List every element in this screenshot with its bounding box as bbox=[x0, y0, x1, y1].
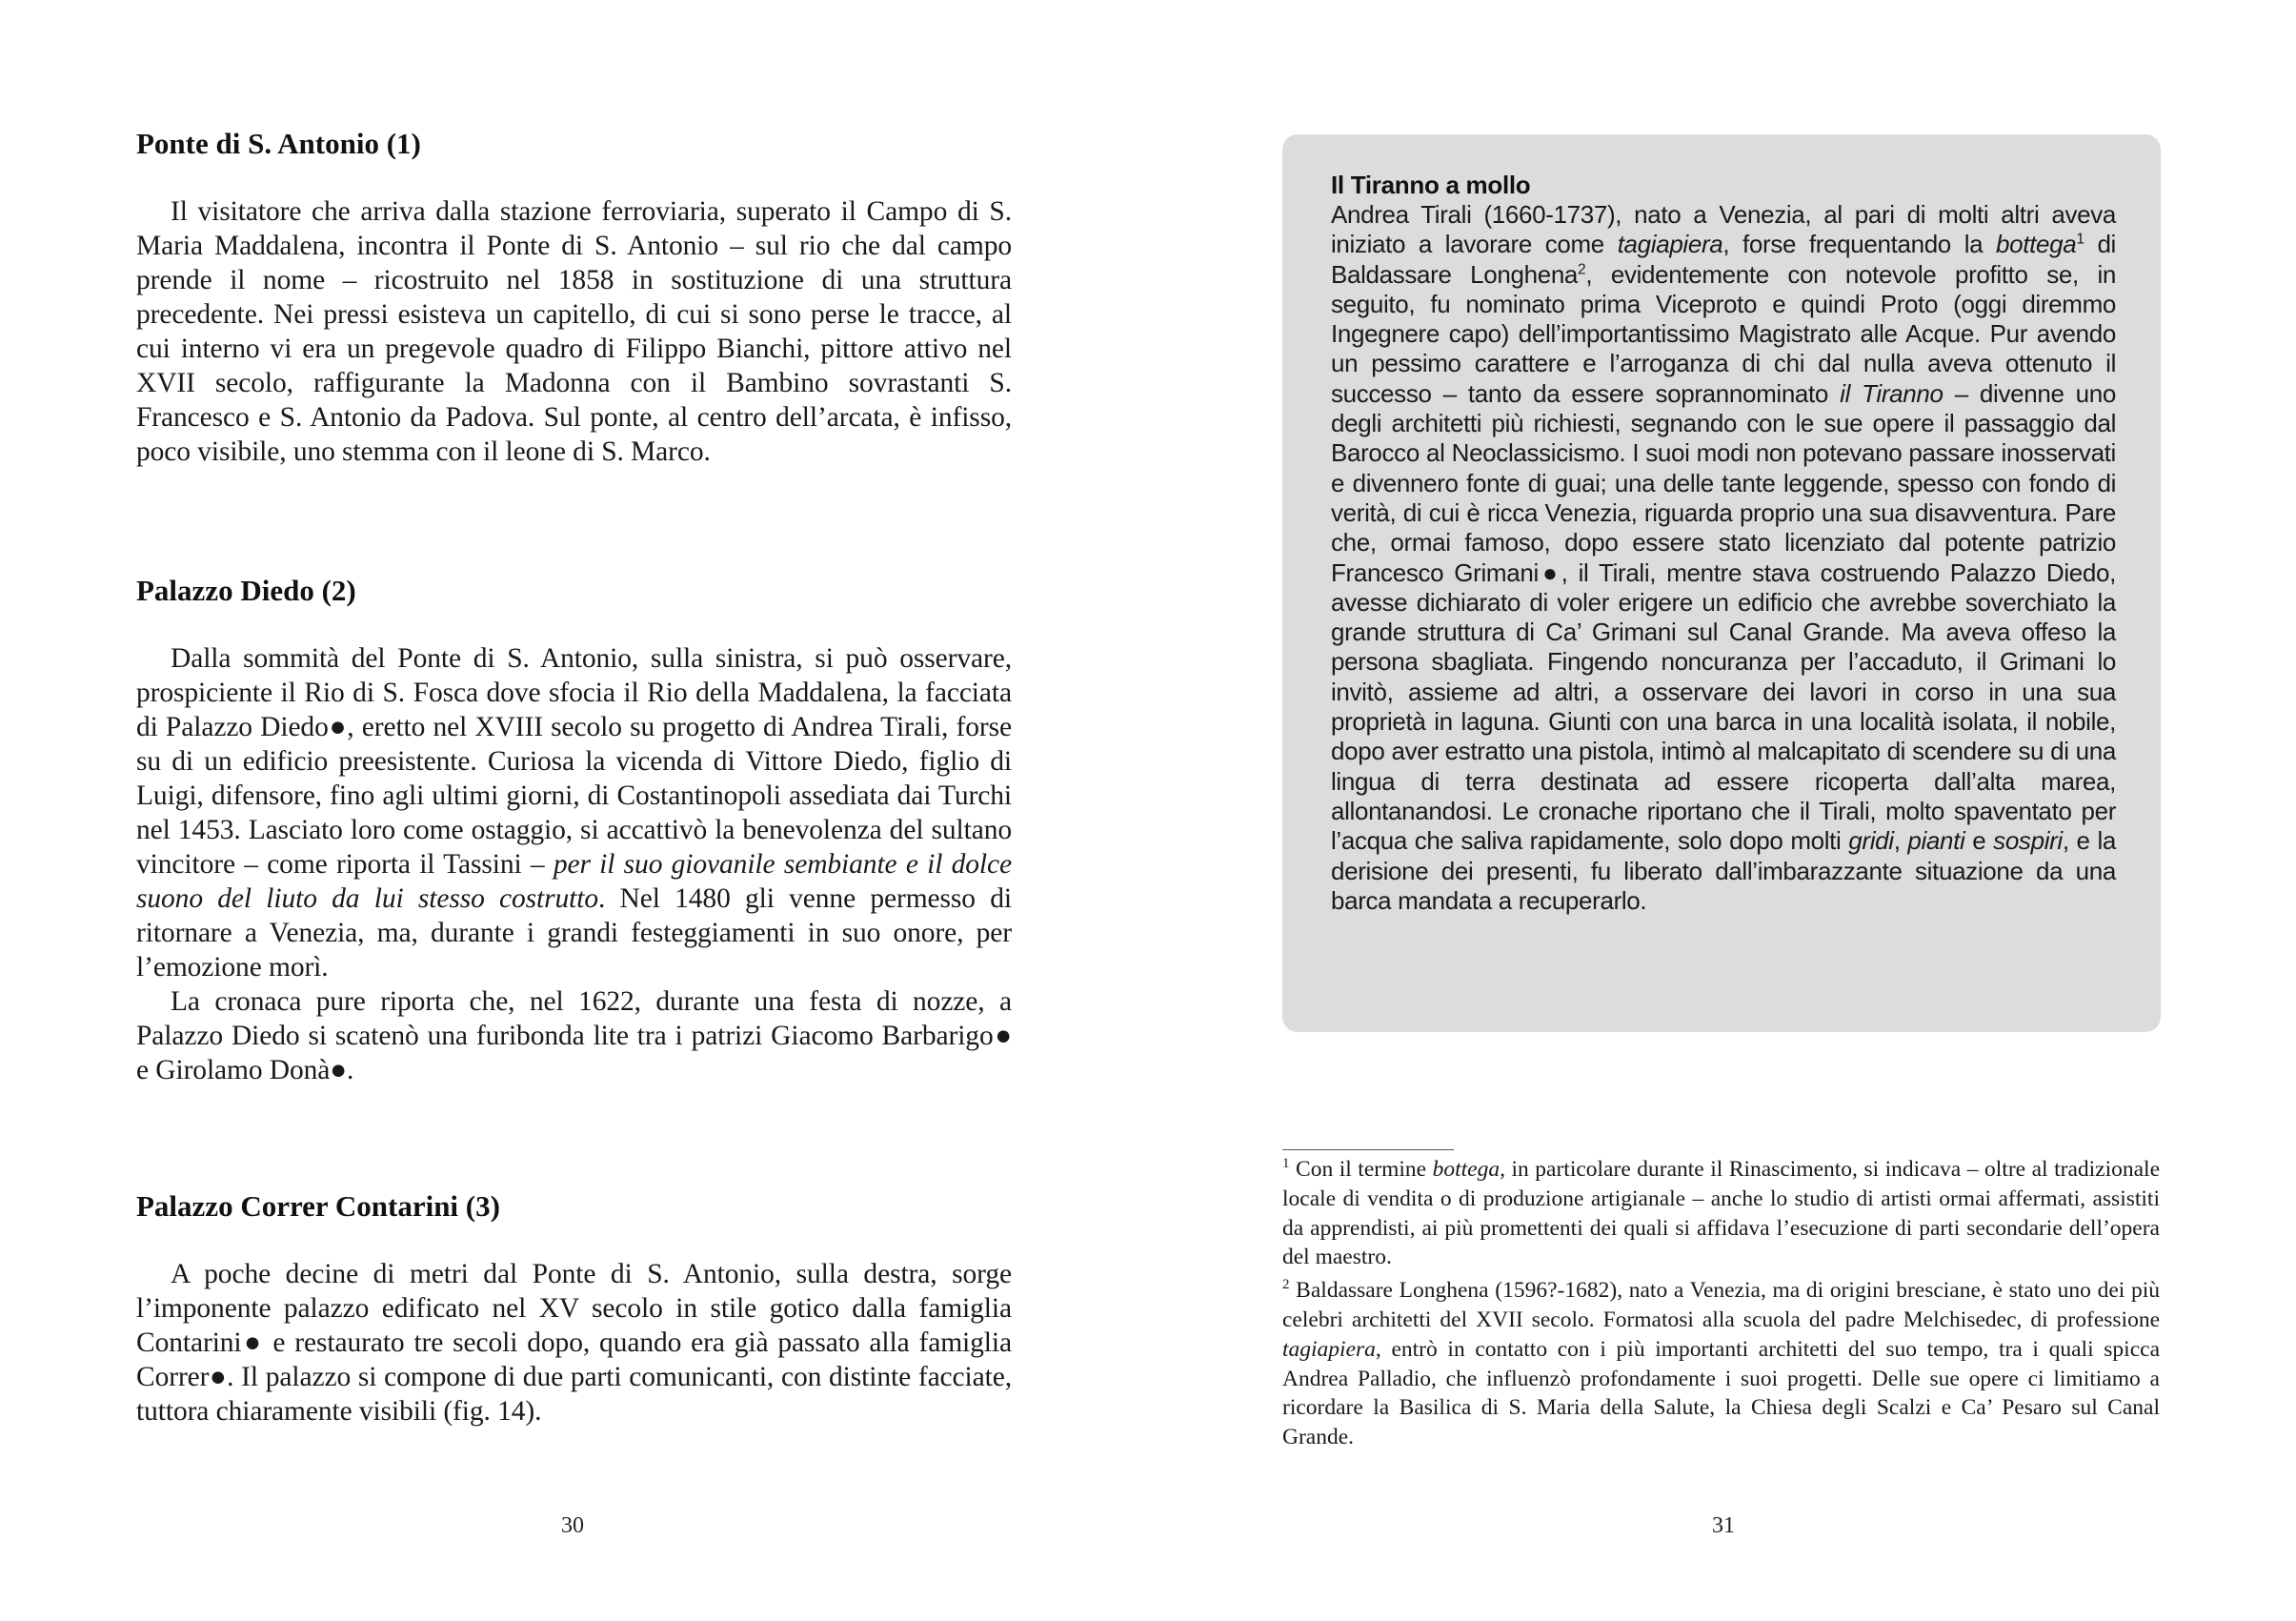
footnote-2 bbox=[1282, 1276, 2160, 1452]
box-title: Il Tiranno a mollo bbox=[1331, 171, 1531, 199]
paragraph: Il visitatore che arriva dalla stazione ferroviaria, superato il Campo di S. Maria Maddalena, incontra il Ponte di S. Antonio – sul rio che dal campo prende il nome – ricostruito nel 1858 in sostituzione di una struttura precedente. Nei pressi esisteva un capitello, di cui si sono perse le tracce, al cui interno vi era un pregevole quadro di Filippo Bianchi, pittore attivo nel XVII secolo, raffigurante la Madonna con il Bambino sovrastanti S. Francesco e S. Antonio da Padova. Sul ponte, al centro dell’arcata, è infisso, poco visibile, uno stemma con il leone di S. Marco. bbox=[136, 196, 1012, 467]
section-heading: Palazzo Correr Contarini (3) bbox=[136, 1189, 500, 1223]
section-ponte-sant-antonio bbox=[136, 127, 1012, 469]
paragraph: A poche decine di metri dal Ponte di S. Antonio, sulla destra, sorge l’imponente palazzo edificato nel XV secolo in stile gotico dalla famiglia Contarini● e restaurato tre secoli dopo, quando era già passato alla famiglia Correr●. Il palazzo si compone di due parti comunicanti, con distinte facciate, tuttora chiaramente visibili (fig. 14). bbox=[136, 1259, 1012, 1427]
sidebar-box-tiranno bbox=[1282, 134, 2161, 1032]
page-number-left: 30 bbox=[561, 1513, 584, 1538]
box-body: Andrea Tirali (1660-1737), nato a Venezia, al pari di molti altri aveva iniziato a lavorare come tagiapiera, forse frequentando la bottega$^1$ di Baldassare Longhena$^2$, evidentemente con notevole profitto se, in seguito, fu nominato prima Viceproto e quindi Proto (oggi diremmo Ingegnere capo) dell’importantissimo Magistrato alle Acque. Pur avendo un pessimo carattere e l’arroganza di chi dal nulla aveva ottenuto il successo – tanto da essere soprannominato il Tiranno – divenne uno degli architetti più richiesti, segnando con le sue opere il passaggio dal Barocco al Neoclassicismo. I suoi modi non potevano passare inosservati e divennero fonte di guai; una delle tante leggende, spesso con fondo di verità, di cui è ricca Venezia, riguarda proprio una sua disavventura. Pare che, ormai famoso, dopo essere stato licenziato dal potente patrizio Francesco Grimani●, il Tirali, mentre stava costruendo Palazzo Diedo, avesse dichiarato di voler erigere un edificio che avrebbe soverchiato la grande struttura di Ca’ Grimani sul Canal Grande. Ma aveva offeso la persona sbagliata. Fingendo noncuranza per l’accaduto, il Grimani lo invitò, assieme ad altri, a osservare dei lavori in corso in una sua proprietà in laguna. Giunti con una barca in una località isolata, il nobile, dopo aver estratto una pistola, intimò al malcapitato di scendere su di una lingua di terra destinata ad essere ricoperta dall’alta marea, allontanandosi. Le cronache riportano che il Tirali, molto spaventato per l’acqua che saliva rapidamente, solo dopo molti gridi, pianti e sospiri, e la derisione dei presenti, fu liberato dall’imbarazzante situazione da una barca mandata a recuperarlo. bbox=[1331, 200, 2116, 915]
section-body bbox=[136, 641, 1012, 1087]
section-palazzo-correr-contarini bbox=[136, 1189, 1012, 1429]
paragraph: Dalla sommità del Ponte di S. Antonio, sulla sinistra, si può osservare, prospiciente il Rio di S. Fosca dove sfocia il Rio della Maddalena, la facciata di Palazzo Diedo●, eretto nel XVIII secolo su progetto di Andrea Tirali, forse su di un edificio preesistente. Curiosa la vicenda di Vittore Diedo, figlio di Luigi, difensore, fino agli ultimi giorni, di Costantinopoli assediata dai Turchi nel 1453. Lasciato loro come ostaggio, si accattivò la benevolenza del sultano vincitore – come riporta il Tassini – per il suo giovanile sembiante e il dolce suono del liuto da lui stesso costrutto. Nel 1480 gli venne permesso di ritornare a Venezia, ma, durante i grandi festeggiamenti in suo onore, per l’emozione morì. bbox=[136, 643, 1012, 983]
section-body bbox=[136, 194, 1012, 469]
footnote-1 bbox=[1282, 1155, 2160, 1272]
section-palazzo-diedo bbox=[136, 574, 1012, 1087]
section-body bbox=[136, 1257, 1012, 1429]
paragraph: La cronaca pure riporta che, nel 1622, durante una festa di nozze, a Palazzo Diedo si scatenò una furibonda lite tra i patrizi Giacomo Barbarigo● e Girolamo Donà●. bbox=[136, 986, 1012, 1085]
section-heading: Palazzo Diedo (2) bbox=[136, 574, 356, 607]
footnote-text: Con il termine bottega, in particolare durante il Rinascimento, si indicava – oltre al tradizionale locale di vendita o di produzione artigianale – anche lo studio di artisti ormai affermati, assistiti da apprendisti, ai più promettenti dei quali si affidava l’esecuzione di parti secondarie dell’opera del maestro. bbox=[1282, 1157, 2161, 1270]
footnotes bbox=[1282, 1155, 2160, 1456]
footnote-separator bbox=[1282, 1149, 1454, 1150]
section-heading: Ponte di S. Antonio (1) bbox=[136, 127, 421, 160]
page-number-right: 31 bbox=[1712, 1513, 1735, 1538]
footnote-mark: 1 bbox=[1282, 1156, 1290, 1172]
footnote-text: Baldassare Longhena (1596?-1682), nato a Venezia, ma di origini bresciane, è stato uno dei più celebri architetti del XVII secolo. Formatosi alla scuola del padre Melchisedec, di professione tagiapiera, entrò in contatto con i più importanti architetti del suo tempo, tra i quali spicca Andrea Palladio, che influenzò profondamente i suoi progetti. Delle sue opere ci limitiamo a ricordare la Basilica di S. Maria della Salute, la Chiesa degli Scalzi e Ca’ Pesaro sul Canal Grande. bbox=[1282, 1278, 2160, 1450]
footnote-mark: 2 bbox=[1282, 1277, 1290, 1293]
